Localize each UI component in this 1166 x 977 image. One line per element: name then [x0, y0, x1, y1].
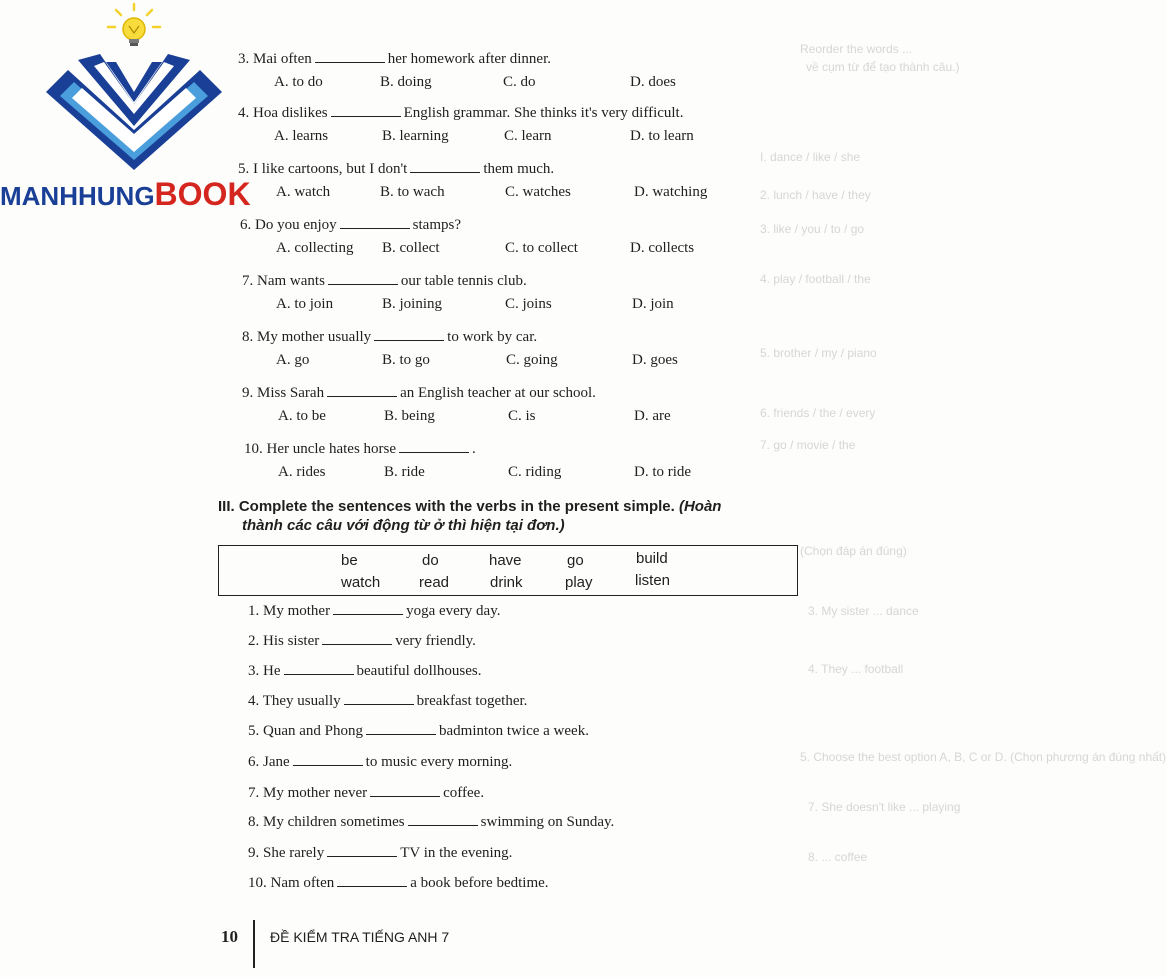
answer-option[interactable]: C. riding — [508, 464, 562, 480]
book-title: ĐỀ KIỂM TRA TIẾNG ANH 7 — [270, 929, 450, 945]
ghost-line: I. dance / like / she — [760, 150, 861, 164]
question-text-end: our table tennis club. — [400, 273, 527, 289]
answer-option[interactable]: B. collect — [382, 240, 440, 256]
question-line — [242, 272, 527, 290]
heading-english: III. Complete the sentences with the verbs in the present simple. — [218, 498, 675, 515]
answer-blank[interactable] — [374, 328, 444, 341]
sentence-text: 2. His sister — [248, 633, 320, 649]
answer-option[interactable]: C. joins — [505, 296, 552, 312]
answer-option[interactable]: B. learning — [382, 128, 449, 144]
answer-blank[interactable] — [344, 692, 414, 705]
answer-option[interactable]: A. to do — [274, 74, 323, 90]
answer-blank[interactable] — [333, 602, 403, 615]
word-bank-item: listen — [635, 572, 671, 589]
answer-blank[interactable] — [315, 50, 385, 63]
sentence-line — [248, 874, 549, 892]
brand-accent: BOOK — [154, 176, 251, 212]
exercise-3-heading — [218, 497, 808, 535]
answer-option[interactable]: C. learn — [504, 128, 552, 144]
answer-option[interactable]: C. to collect — [505, 240, 578, 256]
question-line — [244, 440, 476, 458]
answer-option[interactable]: C. watches — [505, 184, 571, 200]
sentence-line — [248, 692, 527, 710]
answer-blank[interactable] — [293, 753, 363, 766]
sentence-line — [248, 722, 589, 740]
ghost-line: (Chọn đáp án đúng) — [800, 544, 907, 558]
question-text-end: them much. — [483, 161, 555, 177]
sentence-text: 8. My children sometimes — [248, 814, 405, 830]
sentence-text: 9. She rarely — [248, 845, 325, 861]
question-text: 8. My mother usually — [242, 329, 372, 345]
word-bank-item: build — [636, 550, 668, 567]
ghost-line: 5. brother / my / piano — [760, 346, 877, 360]
answer-option[interactable]: A. go — [276, 352, 310, 368]
ghost-line: 3. My sister ... dance — [808, 604, 919, 618]
ghost-line: 5. Choose the best option A, B, C or D. (Chọn phương án đúng nhất) — [800, 750, 1166, 764]
answer-blank[interactable] — [410, 160, 480, 173]
sentence-line — [248, 632, 476, 650]
answer-option[interactable]: D. collects — [630, 240, 695, 256]
word-bank-item: do — [422, 552, 439, 569]
answer-option[interactable]: A. rides — [278, 464, 326, 480]
answer-blank[interactable] — [327, 384, 397, 397]
sentence-line — [248, 662, 481, 680]
brand-wordmark — [0, 176, 251, 213]
word-bank-item: watch — [341, 574, 381, 591]
ghost-line: 2. lunch / have / they — [760, 188, 871, 202]
answer-option[interactable]: B. to wach — [380, 184, 445, 200]
question-line — [238, 50, 551, 68]
sentence-text: 5. Quan and Phong — [248, 723, 363, 739]
question-text-end: to work by car. — [447, 329, 538, 345]
question-line — [238, 160, 554, 178]
ghost-line: 6. friends / the / every — [760, 406, 876, 420]
heading-vietnamese-1: (Hoàn — [678, 498, 722, 515]
page-number: 10 — [221, 927, 238, 946]
question-line — [242, 384, 596, 402]
ghost-line: 7. go / movie / the — [760, 438, 856, 452]
sentence-text: 4. They usually — [248, 693, 341, 709]
sentence-text: 3. He — [248, 663, 281, 679]
question-text: 10. Her uncle hates horse — [244, 441, 397, 457]
answer-option[interactable]: A. to be — [278, 408, 326, 424]
ghost-line: về cụm từ để tạo thành câu.) — [806, 60, 960, 74]
book-lightbulb-logo — [38, 0, 238, 180]
word-bank-item: play — [565, 574, 593, 591]
sentence-text-end: yoga every day. — [406, 603, 501, 619]
sentence-text-end: a book before bedtime. — [410, 875, 549, 891]
question-line — [240, 216, 461, 234]
question-text-end: stamps? — [412, 217, 461, 233]
answer-option[interactable]: D. join — [632, 296, 674, 312]
question-text: 4. Hoa dislikes — [238, 105, 328, 121]
answer-option[interactable]: C. is — [508, 408, 536, 424]
answer-blank[interactable] — [340, 216, 410, 229]
answer-blank[interactable] — [284, 662, 354, 675]
question-line — [242, 328, 537, 346]
answer-blank[interactable] — [370, 784, 440, 797]
answer-option[interactable]: B. joining — [382, 296, 443, 312]
answer-option[interactable]: A. learns — [274, 128, 329, 144]
answer-option[interactable]: B. doing — [380, 74, 432, 90]
sentence-text: 6. Jane — [248, 754, 290, 770]
answer-blank[interactable] — [322, 632, 392, 645]
sentence-text-end: badminton twice a week. — [439, 723, 589, 739]
question-text: 3. Mai often — [238, 51, 312, 67]
answer-option[interactable]: A. watch — [276, 184, 331, 200]
sentence-text: 7. My mother never — [248, 785, 368, 801]
sentence-text-end: very friendly. — [395, 633, 476, 649]
footer-divider — [253, 920, 255, 968]
answer-option[interactable]: D. watching — [634, 184, 708, 200]
question-text: 9. Miss Sarah — [242, 385, 325, 401]
sentence-text: 10. Nam often — [248, 875, 335, 891]
question-text: 7. Nam wants — [242, 273, 325, 289]
sentence-text: 1. My mother — [248, 603, 331, 619]
ghost-line: 4. They ... football — [808, 662, 904, 676]
ghost-line: 3. like / you / to / go — [760, 222, 865, 236]
word-bank-item: be — [341, 552, 358, 569]
sentence-line — [248, 813, 614, 831]
answer-blank[interactable] — [408, 813, 478, 826]
question-text-end: . — [472, 441, 476, 457]
heading-vietnamese-2: thành các câu với động từ ở thì hiện tại đơn.) — [242, 517, 565, 534]
answer-blank[interactable] — [337, 874, 407, 887]
sentence-text-end: TV in the evening. — [400, 845, 513, 861]
answer-option[interactable]: B. to go — [382, 352, 430, 368]
question-line — [238, 104, 683, 122]
sentence-line — [248, 784, 484, 802]
sentence-text-end: beautiful dollhouses. — [356, 663, 482, 679]
answer-blank[interactable] — [331, 104, 401, 117]
answer-option[interactable]: D. are — [634, 408, 671, 424]
brand-name: MANHHUNG — [0, 181, 155, 211]
question-text-end: her homework after dinner. — [387, 51, 552, 67]
ghost-line: Reorder the words ... — [800, 42, 913, 56]
answer-blank[interactable] — [328, 272, 398, 285]
word-bank-item: go — [567, 552, 584, 569]
sentence-line — [248, 844, 512, 862]
question-text-end: English grammar. She thinks it's very difficult. — [403, 105, 684, 121]
answer-option[interactable]: A. to join — [276, 296, 334, 312]
answer-option[interactable]: A. collecting — [276, 240, 354, 256]
answer-option[interactable]: B. ride — [384, 464, 425, 480]
word-bank-box — [218, 545, 798, 596]
answer-blank[interactable] — [399, 440, 469, 453]
word-bank-item: read — [419, 574, 450, 591]
ghost-line: 8. ... coffee — [808, 850, 868, 864]
sentence-line — [248, 753, 512, 771]
answer-option[interactable]: D. does — [630, 74, 676, 90]
answer-option[interactable]: D. to learn — [630, 128, 694, 144]
answer-blank[interactable] — [366, 722, 436, 735]
answer-option[interactable]: D. goes — [632, 352, 678, 368]
sentence-text-end: to music every morning. — [365, 754, 513, 770]
ghost-line: 7. She doesn't like ... playing — [808, 800, 961, 814]
ghost-line: 4. play / football / the — [760, 272, 871, 286]
question-text: 5. I like cartoons, but I don't — [238, 161, 408, 177]
question-text-end: an English teacher at our school. — [400, 385, 596, 401]
answer-option[interactable]: D. to ride — [634, 464, 692, 480]
answer-option[interactable]: C. going — [506, 352, 558, 368]
answer-option[interactable]: B. being — [384, 408, 435, 424]
word-bank-item: have — [489, 552, 522, 569]
sentence-text-end: swimming on Sunday. — [480, 814, 615, 830]
answer-blank[interactable] — [327, 844, 397, 857]
answer-option[interactable]: C. do — [503, 74, 536, 90]
question-text: 6. Do you enjoy — [240, 217, 337, 233]
sentence-text-end: breakfast together. — [416, 693, 528, 709]
sentence-line — [248, 602, 500, 620]
word-bank-item: drink — [490, 574, 523, 591]
sentence-text-end: coffee. — [443, 785, 485, 801]
